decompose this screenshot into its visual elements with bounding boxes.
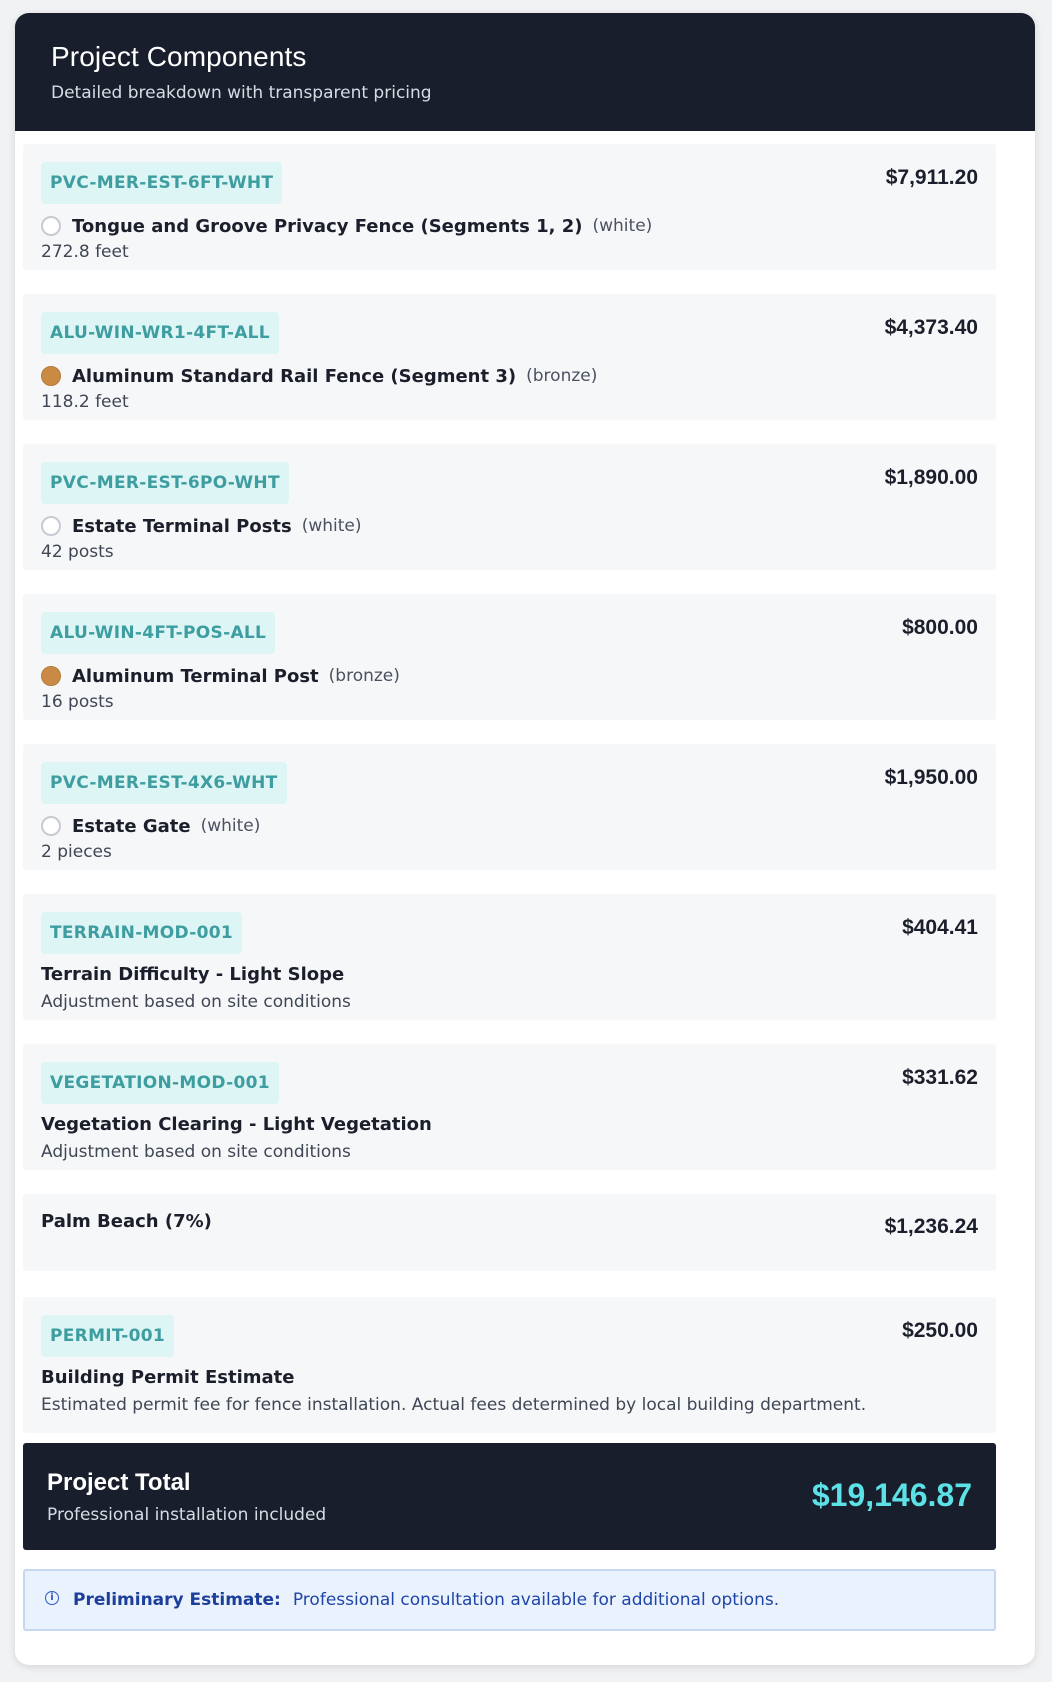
- permit-description: Estimated permit fee for fence installation. Actual fees determined by local building department.: [41, 1395, 867, 1415]
- notice-label: Preliminary Estimate:: [73, 1590, 281, 1610]
- component-name: Aluminum Terminal Post: [72, 665, 319, 687]
- line-price: $7,911.20: [885, 166, 978, 189]
- tax-price: $1,236.24: [884, 1215, 978, 1238]
- sku-badge: TERRAIN-MOD-001: [41, 912, 242, 954]
- permit-name: Building Permit Estimate: [41, 1367, 295, 1388]
- component-color: (white): [592, 216, 653, 236]
- component-name: Aluminum Standard Rail Fence (Segment 3): [72, 365, 517, 387]
- color-swatch-icon: [41, 366, 61, 386]
- line-price: $404.41: [902, 916, 978, 939]
- adjustment-row: [23, 1044, 996, 1170]
- page-title: Project Components: [51, 41, 307, 72]
- adjustment-row: [23, 894, 996, 1020]
- adjustment-name: Terrain Difficulty - Light Slope: [41, 964, 345, 985]
- line-price: $331.62: [902, 1066, 978, 1089]
- component-row: [23, 444, 996, 570]
- total-value: $19,146.87: [811, 1477, 972, 1513]
- page-subtitle: Detailed breakdown with transparent pricing: [51, 83, 432, 103]
- adjustment-name: Vegetation Clearing - Light Vegetation: [41, 1114, 432, 1135]
- component-quantity: 42 posts: [41, 542, 114, 562]
- project-total-panel: [23, 1443, 996, 1550]
- tax-row: [23, 1194, 996, 1271]
- line-price: $1,890.00: [884, 466, 978, 489]
- component-quantity: 2 pieces: [41, 842, 112, 862]
- sku-badge: ALU-WIN-4FT-POS-ALL: [41, 612, 275, 654]
- component-quantity: 272.8 feet: [41, 242, 129, 262]
- tax-name: Palm Beach (7%): [41, 1211, 212, 1232]
- component-color: (white): [301, 516, 362, 536]
- component-color: (white): [200, 816, 261, 836]
- sku-badge: PVC-MER-EST-6FT-WHT: [41, 162, 282, 204]
- component-name: Tongue and Groove Privacy Fence (Segments 1, 2): [72, 215, 583, 237]
- adjustment-description: Adjustment based on site conditions: [41, 1142, 351, 1162]
- color-swatch-icon: [41, 216, 61, 236]
- line-price: $250.00: [902, 1319, 978, 1342]
- sku-badge: PVC-MER-EST-4X6-WHT: [41, 762, 287, 804]
- line-price: $4,373.40: [884, 316, 978, 339]
- sku-badge: PVC-MER-EST-6PO-WHT: [41, 462, 289, 504]
- component-row: [23, 594, 996, 720]
- component-quantity: 118.2 feet: [41, 392, 129, 412]
- line-price: $1,950.00: [884, 766, 978, 789]
- component-color: (bronze): [328, 666, 400, 686]
- notice-text: Professional consultation available for additional options.: [292, 1590, 780, 1610]
- component-row: [23, 294, 996, 420]
- line-price: $800.00: [902, 616, 978, 639]
- sku-badge: VEGETATION-MOD-001: [41, 1062, 279, 1104]
- component-name: Estate Gate: [72, 815, 191, 837]
- permit-row: [23, 1297, 996, 1433]
- card-header: [15, 13, 1035, 131]
- total-title: Project Total: [47, 1469, 191, 1496]
- component-name: Estate Terminal Posts: [72, 515, 292, 537]
- sku-badge: PERMIT-001: [41, 1315, 174, 1357]
- info-icon: i: [45, 1591, 59, 1605]
- component-color: (bronze): [526, 366, 598, 386]
- total-subtitle: Professional installation included: [47, 1505, 327, 1525]
- component-row: [23, 144, 996, 270]
- color-swatch-icon: [41, 816, 61, 836]
- color-swatch-icon: [41, 516, 61, 536]
- preliminary-estimate-notice: [23, 1569, 996, 1631]
- color-swatch-icon: [41, 666, 61, 686]
- component-row: [23, 744, 996, 870]
- sku-badge: ALU-WIN-WR1-4FT-ALL: [41, 312, 279, 354]
- adjustment-description: Adjustment based on site conditions: [41, 992, 351, 1012]
- component-quantity: 16 posts: [41, 692, 114, 712]
